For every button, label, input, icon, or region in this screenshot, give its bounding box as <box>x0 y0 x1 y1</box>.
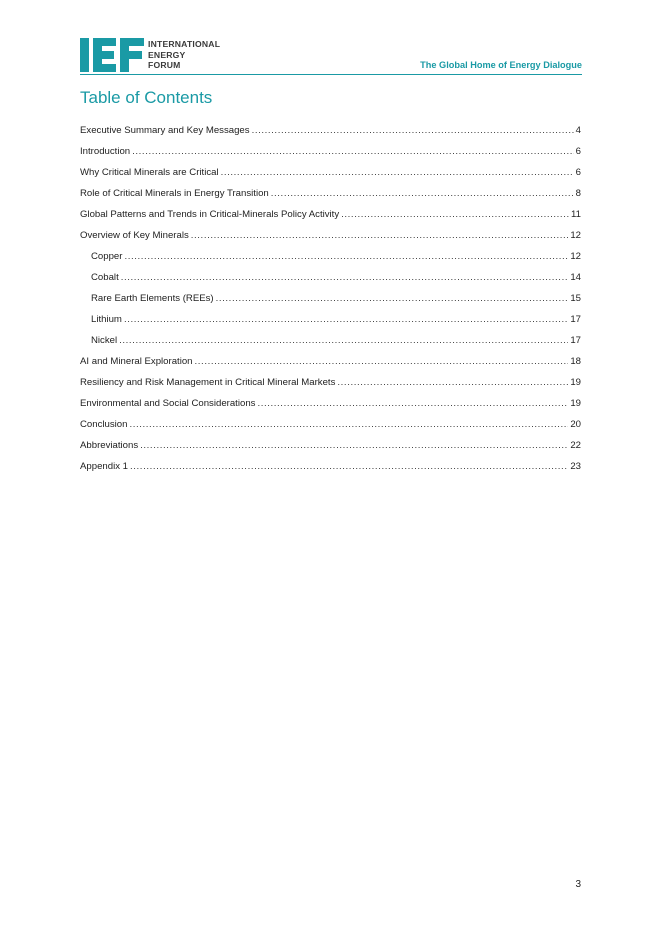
header-divider <box>80 74 582 75</box>
toc-entry-page: 20 <box>570 419 581 430</box>
toc-leader-dots <box>195 356 569 367</box>
toc-entry-label: Executive Summary and Key Messages <box>80 125 250 136</box>
toc-leader-dots <box>121 272 569 283</box>
toc-entry-label: Overview of Key Minerals <box>80 230 189 241</box>
toc-entry-label: Abbreviations <box>80 440 139 451</box>
toc-entry[interactable] <box>80 188 581 209</box>
toc-leader-dots <box>124 251 568 262</box>
toc-entry[interactable] <box>80 356 581 377</box>
toc-subentry[interactable] <box>80 335 581 356</box>
toc-entry[interactable] <box>80 230 581 251</box>
toc-leader-dots <box>124 314 568 325</box>
toc-subentry[interactable] <box>80 314 581 335</box>
toc-entry-page: 19 <box>570 377 581 388</box>
toc-entry-page: 18 <box>570 356 581 367</box>
logo-line: FORUM <box>148 60 181 70</box>
toc-entry[interactable] <box>80 377 581 398</box>
toc-entry-label: Appendix 1 <box>80 461 129 472</box>
toc-entry-page: 12 <box>570 251 581 262</box>
toc-leader-dots <box>257 398 568 409</box>
toc-entry[interactable] <box>80 419 581 440</box>
toc-entry-label: Global Patterns and Trends in Critical-Minerals Policy Activity <box>80 209 340 220</box>
toc-entry-label: Resiliency and Risk Management in Critical Mineral Markets <box>80 377 336 388</box>
toc-subentry[interactable] <box>80 251 581 272</box>
toc-entry-page: 22 <box>570 440 581 451</box>
toc-entry-page: 17 <box>570 314 581 325</box>
toc-entry-page: 15 <box>570 293 581 304</box>
toc-leader-dots <box>341 209 569 220</box>
toc-entry-page: 23 <box>570 461 581 472</box>
toc-entry-page: 8 <box>575 188 581 199</box>
toc-leader-dots <box>129 419 568 430</box>
toc-entry-label: Nickel <box>91 335 118 346</box>
toc-subentry[interactable] <box>80 272 581 293</box>
toc-entry-page: 17 <box>570 335 581 346</box>
toc-leader-dots <box>221 167 574 178</box>
toc-leader-dots <box>271 188 574 199</box>
ief-logo <box>80 38 230 74</box>
toc-entry-label: Role of Critical Minerals in Energy Transition <box>80 188 269 199</box>
toc-entry-page: 6 <box>575 146 581 157</box>
toc-entry-label: Rare Earth Elements (REEs) <box>91 293 214 304</box>
toc-leader-dots <box>252 125 574 136</box>
table-of-contents <box>80 125 581 482</box>
page-header <box>80 38 582 74</box>
toc-entry-page: 12 <box>570 230 581 241</box>
page-number: 3 <box>575 879 581 890</box>
toc-entry[interactable] <box>80 209 581 230</box>
logo-line: ENERGY <box>148 49 186 60</box>
toc-entry-label: Copper <box>91 251 123 262</box>
toc-leader-dots <box>119 335 568 346</box>
toc-entry-page: 19 <box>570 398 581 409</box>
toc-leader-dots <box>191 230 569 241</box>
toc-entry-label: Conclusion <box>80 419 128 430</box>
toc-entry-label: Introduction <box>80 146 131 157</box>
toc-entry[interactable] <box>80 461 581 482</box>
toc-leader-dots <box>337 377 568 388</box>
toc-entry[interactable] <box>80 167 581 188</box>
toc-leader-dots <box>132 146 574 157</box>
toc-subentry[interactable] <box>80 293 581 314</box>
toc-entry-label: Environmental and Social Considerations <box>80 398 256 409</box>
ief-logo-mark-icon <box>80 38 144 74</box>
toc-entry-label: Cobalt <box>91 272 119 283</box>
toc-entry-label: Why Critical Minerals are Critical <box>80 167 219 178</box>
toc-entry-label: Lithium <box>91 314 122 325</box>
toc-entry-page: 6 <box>575 167 581 178</box>
toc-entry[interactable] <box>80 146 581 167</box>
toc-entry-page: 14 <box>570 272 581 283</box>
toc-entry[interactable] <box>80 125 581 146</box>
header-tagline: The Global Home of Energy Dialogue <box>420 60 582 70</box>
toc-entry-page: 11 <box>571 209 581 220</box>
logo-line: INTERNATIONAL <box>148 39 221 49</box>
toc-entry-label: AI and Mineral Exploration <box>80 356 193 367</box>
toc-title: Table of Contents <box>80 88 213 107</box>
toc-entry-page: 4 <box>575 125 581 136</box>
toc-leader-dots <box>216 293 569 304</box>
toc-leader-dots <box>130 461 568 472</box>
logo-wordmark <box>148 39 220 71</box>
toc-entry[interactable] <box>80 440 581 461</box>
toc-leader-dots <box>140 440 568 451</box>
toc-entry[interactable] <box>80 398 581 419</box>
